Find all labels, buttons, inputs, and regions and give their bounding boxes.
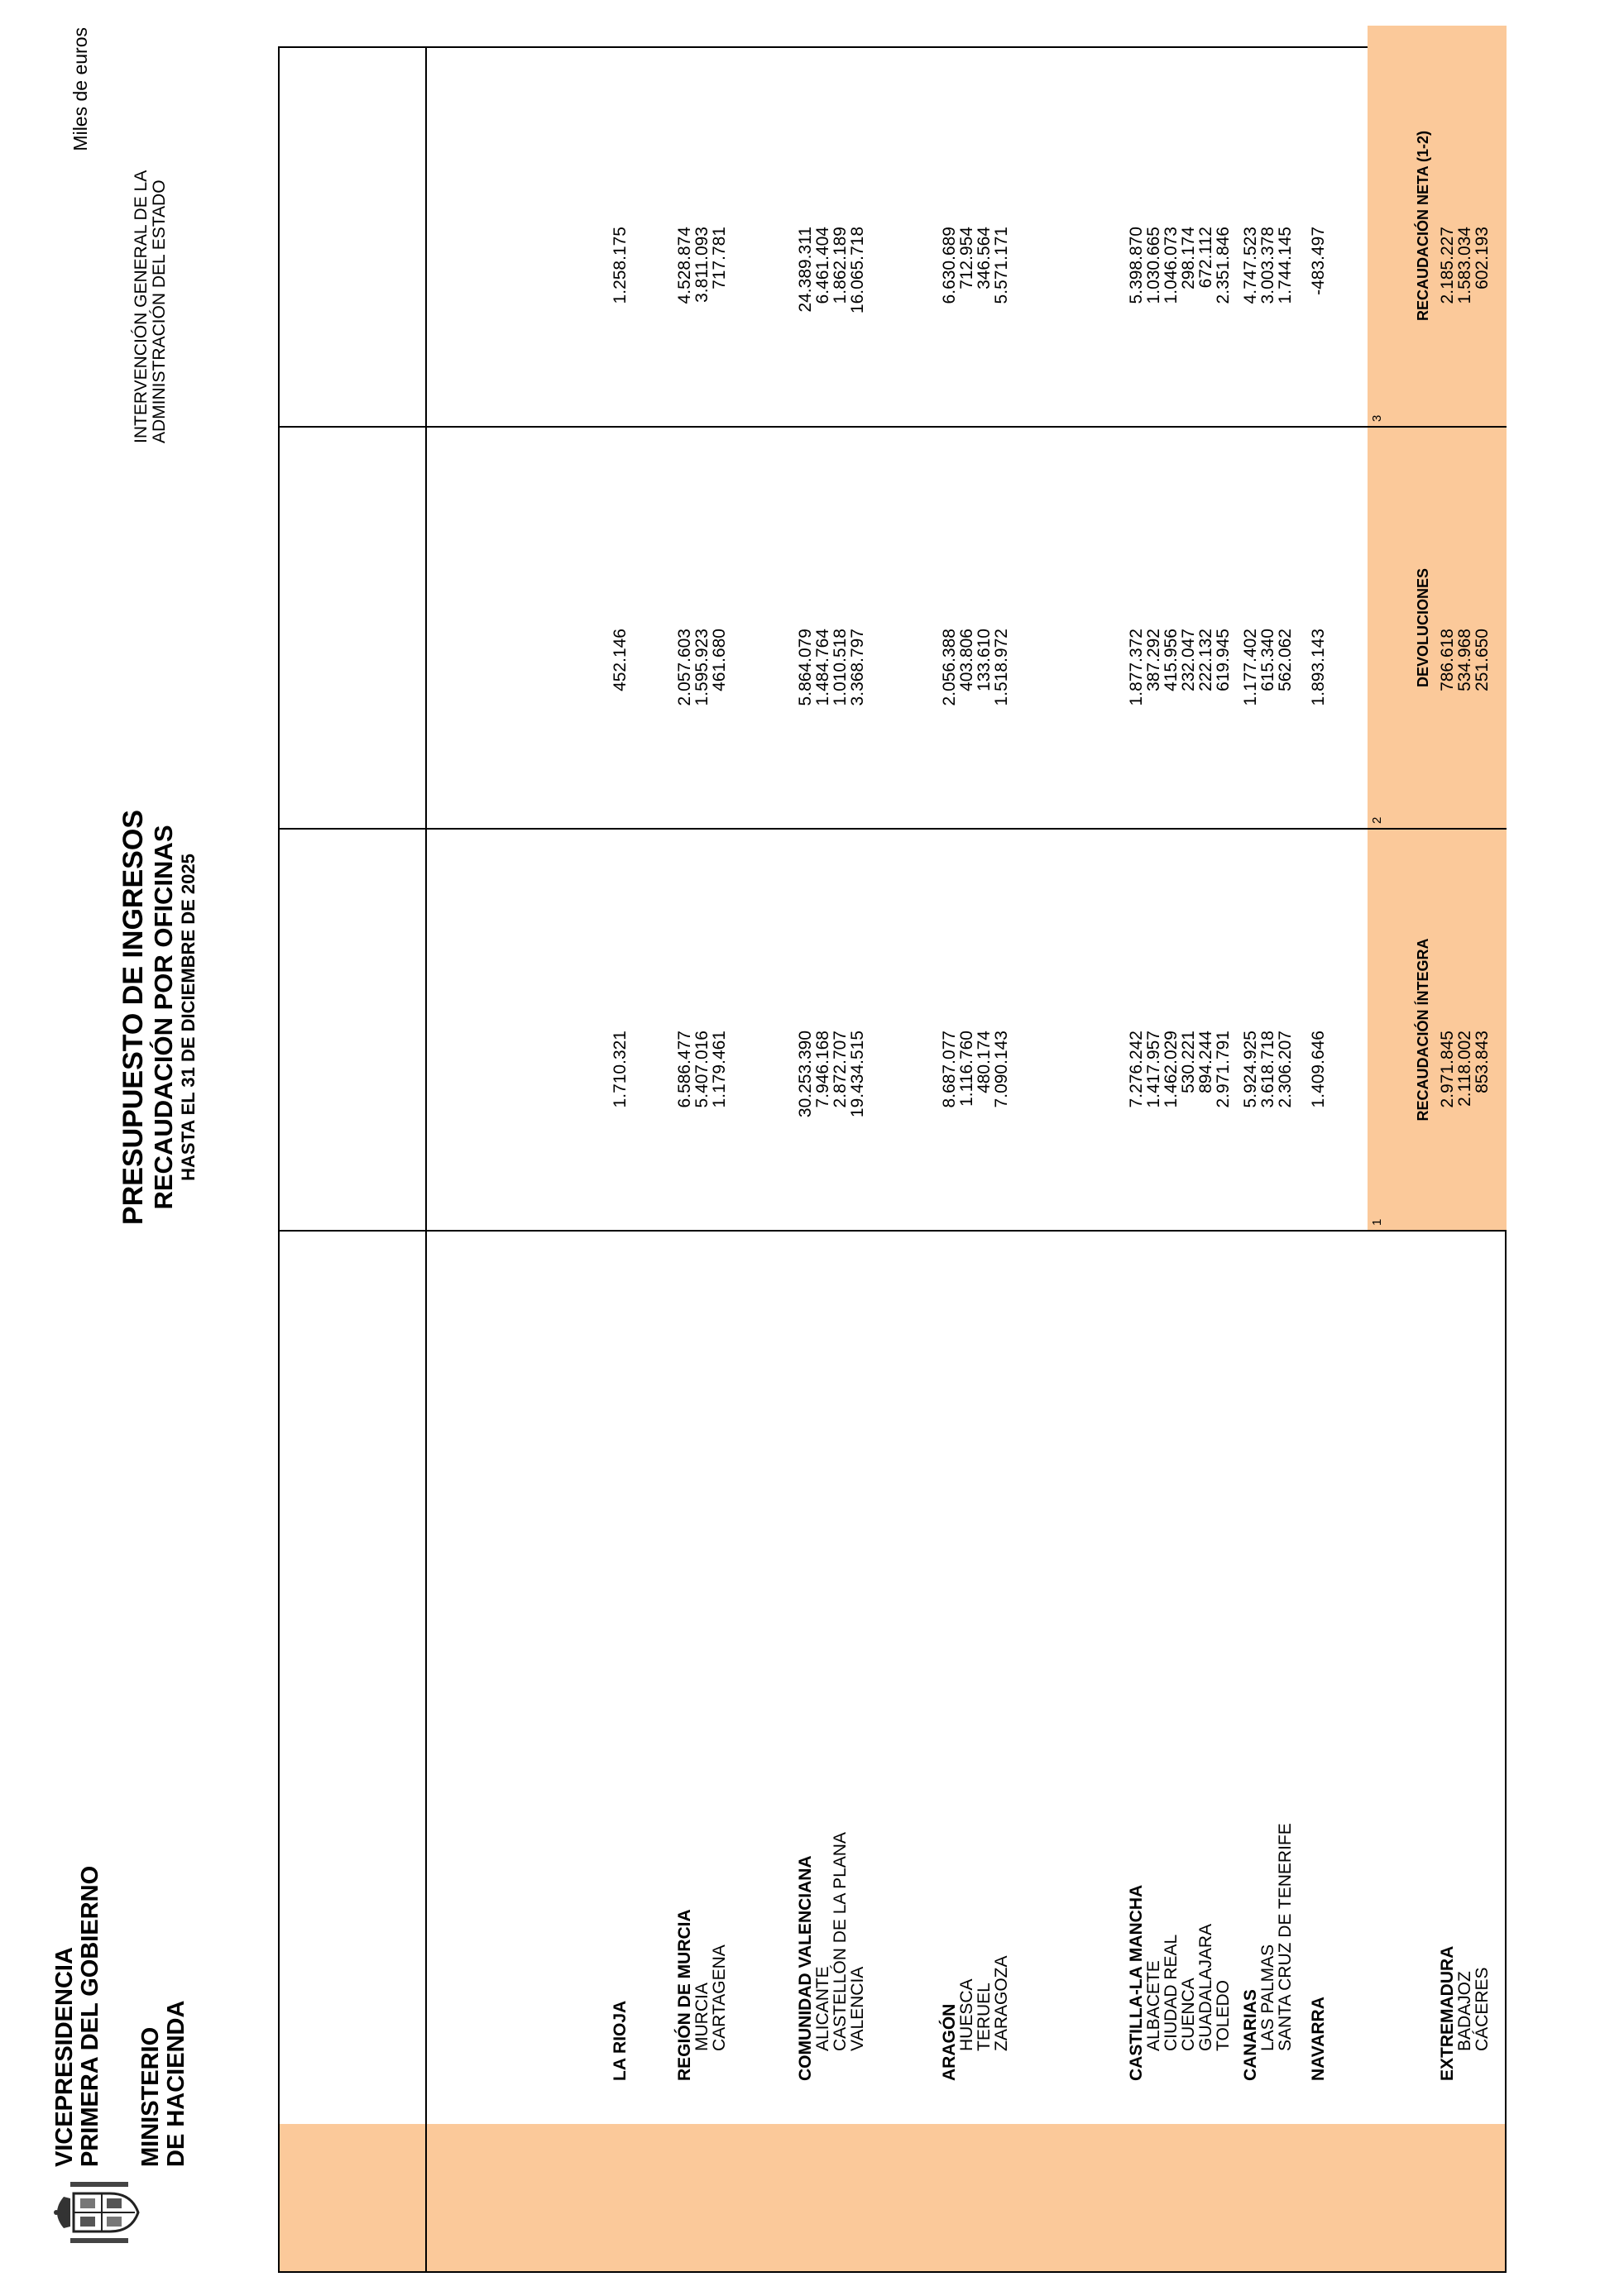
cell-v3: 16.065.718 (848, 227, 867, 314)
cell-v1: 1.179.461 (710, 1031, 729, 1108)
col-header-neta: RECAUDACIÓN NETA (1-2) (1415, 131, 1431, 322)
cell-v1: 30.253.390 (796, 1031, 815, 1118)
ministry-line-1: MINISTERIO (137, 2026, 164, 2167)
cell-v1: 7.090.143 (992, 1031, 1011, 1108)
region-label: CASTILLA-LA MANCHA (1127, 1884, 1146, 2081)
cell-v2: 403.806 (957, 629, 976, 691)
cell-v2: 1.518.972 (992, 629, 1011, 706)
cell-v2: 2.057.603 (675, 629, 694, 706)
cell-v3: 3.003.378 (1258, 227, 1277, 304)
cell-v1: 8.687.077 (940, 1031, 959, 1108)
cell-v1: 1.417.957 (1144, 1031, 1163, 1108)
igae-line-1: INTERVENCIÓN GENERAL DE LA (132, 170, 151, 443)
cell-v1: 1.462.029 (1162, 1031, 1181, 1108)
column-divider (280, 1230, 1505, 1232)
office-label: HUESCA (957, 1978, 976, 2051)
cell-v1: 6.586.477 (675, 1031, 694, 1108)
report-title (117, 686, 199, 1348)
cell-v2: 222.132 (1196, 629, 1215, 691)
office-label: VALENCIA (848, 1966, 867, 2051)
cell-v2: 534.968 (1455, 629, 1474, 691)
cell-v3: 1.030.665 (1144, 227, 1163, 304)
cell-v2: 1.177.402 (1241, 629, 1260, 706)
cell-v2: 786.618 (1438, 629, 1457, 691)
igae-label (132, 170, 169, 443)
office-label: ALICANTE (813, 1966, 832, 2051)
office-label: BADAJOZ (1455, 1971, 1474, 2051)
cell-v3: 5.398.870 (1127, 227, 1146, 304)
cell-v2: 387.292 (1144, 629, 1163, 691)
col-header-devoluciones: DEVOLUCIONES (1415, 567, 1431, 688)
office-label: TOLEDO (1214, 1980, 1233, 2051)
cell-v3: -483.497 (1309, 227, 1328, 295)
cell-v3: 4.747.523 (1241, 227, 1260, 304)
office-label: LAS PALMAS (1258, 1944, 1277, 2051)
cell-v2: 3.368.797 (848, 629, 867, 706)
office-label: CÁCERES (1473, 1967, 1492, 2051)
col-number-1: 1 (1370, 1218, 1384, 1226)
cell-v3: 6.461.404 (813, 227, 832, 304)
cell-v1: 2.872.707 (831, 1031, 850, 1108)
header-divider (425, 48, 427, 2271)
region-label: ARAGÓN (940, 2003, 959, 2081)
cell-v1: 480.174 (975, 1031, 994, 1093)
cell-v2: 5.864.079 (796, 629, 815, 706)
cell-v3: 2.185.227 (1438, 227, 1457, 304)
region-label: REGIÓN DE MURCIA (675, 1909, 694, 2081)
cell-v3: 1.744.145 (1276, 227, 1295, 304)
units-label: Miles de euros (69, 27, 91, 151)
cell-v2: 1.010.518 (831, 629, 850, 706)
cell-v3: 1.046.073 (1162, 227, 1181, 304)
office-label: CIUDAD REAL (1162, 1934, 1181, 2051)
cell-v3: 298.174 (1179, 227, 1198, 289)
cell-v1: 7.276.242 (1127, 1031, 1146, 1108)
cell-v3: 672.112 (1196, 227, 1215, 289)
cell-v1: 530.221 (1179, 1031, 1198, 1093)
cell-v1: 5.407.016 (692, 1031, 711, 1108)
coat-of-arms-icon (52, 2180, 143, 2245)
cell-v3: 24.389.311 (796, 227, 815, 313)
cell-v3: 5.571.171 (992, 227, 1011, 304)
region-label: EXTREMADURA (1438, 1945, 1457, 2081)
col-number-2: 2 (1370, 816, 1384, 824)
ministry-name (138, 2001, 189, 2167)
org-line-1: VICEPRESIDENCIA (51, 1947, 78, 2167)
cell-v2: 461.680 (710, 629, 729, 691)
cell-v2: 1.595.923 (692, 629, 711, 706)
ministry-line-2: DE HACIENDA (163, 2000, 189, 2167)
data-table (278, 46, 1507, 2273)
office-label: CASTELLÓN DE LA PLANA (831, 1832, 850, 2051)
cell-v2: 232.047 (1179, 629, 1198, 691)
cell-v1: 7.946.168 (813, 1031, 832, 1108)
column-divider (280, 828, 1505, 830)
org-name (52, 1866, 103, 2167)
col-number-3: 3 (1370, 414, 1384, 422)
cell-v1: 2.971.791 (1214, 1031, 1233, 1108)
cell-v3: 1.583.034 (1455, 227, 1474, 304)
table-header-band (280, 2124, 1505, 2271)
cell-v2: 562.062 (1276, 629, 1295, 691)
region-label: CANARIAS (1241, 1989, 1260, 2081)
title-line-2: RECAUDACIÓN POR OFICINAS (149, 825, 178, 1210)
cell-v2: 415.956 (1162, 629, 1181, 691)
office-label: ZARAGOZA (992, 1955, 1011, 2051)
cell-v2: 615.340 (1258, 629, 1277, 691)
cell-v2: 2.056.388 (940, 629, 959, 706)
cell-v1: 2.971.845 (1438, 1031, 1457, 1108)
cell-v3: 1.862.189 (831, 227, 850, 304)
cell-v2: 619.945 (1214, 629, 1233, 691)
cell-v3: 4.528.874 (675, 227, 694, 304)
cell-v2: 452.146 (611, 629, 630, 691)
cell-v3: 712.954 (957, 227, 976, 289)
office-label: GUADALAJARA (1196, 1923, 1215, 2051)
cell-v1: 1.710.321 (611, 1031, 630, 1108)
region-label: NAVARRA (1309, 1997, 1328, 2081)
cell-v1: 1.409.646 (1309, 1031, 1328, 1108)
cell-v2: 1.877.372 (1127, 629, 1146, 706)
cell-v3: 717.781 (710, 227, 729, 289)
igae-line-2: ADMINISTRACIÓN DEL ESTADO (150, 179, 169, 443)
cell-v3: 346.564 (975, 227, 994, 289)
office-label: SANTA CRUZ DE TENERIFE (1276, 1823, 1295, 2051)
cell-v1: 894.244 (1196, 1031, 1215, 1093)
title-line-1: PRESUPUESTO DE INGRESOS (117, 810, 149, 1225)
title-line-3: HASTA EL 31 DE DICIEMBRE DE 2025 (178, 854, 199, 1181)
cell-v2: 1.893.143 (1309, 629, 1328, 706)
region-label: COMUNIDAD VALENCIANA (796, 1855, 815, 2081)
cell-v2: 251.650 (1473, 629, 1492, 691)
column-divider (280, 426, 1505, 428)
cell-v1: 5.924.925 (1241, 1031, 1260, 1108)
cell-v1: 2.306.207 (1276, 1031, 1295, 1108)
cell-v3: 6.630.689 (940, 227, 959, 304)
cell-v1: 853.843 (1473, 1031, 1492, 1093)
cell-v3: 602.193 (1473, 227, 1492, 289)
cell-v1: 3.618.718 (1258, 1031, 1277, 1108)
cell-v1: 1.116.760 (957, 1031, 976, 1107)
cell-v1: 19.434.515 (848, 1031, 867, 1118)
cell-v2: 133.610 (975, 629, 994, 691)
cell-v3: 3.811.093 (692, 227, 711, 303)
cell-v3: 1.258.175 (611, 227, 630, 304)
office-label: TERUEL (975, 1983, 994, 2051)
col-header-integra: RECAUDACIÓN ÍNTEGRA (1415, 938, 1431, 1122)
office-label: ALBACETE (1144, 1960, 1163, 2051)
cell-v3: 2.351.846 (1214, 227, 1233, 304)
cell-v2: 1.484.764 (813, 629, 832, 706)
office-label: CUENCA (1179, 1978, 1198, 2051)
office-label: CARTAGENA (710, 1944, 729, 2051)
cell-v1: 2.118.002 (1455, 1031, 1474, 1107)
org-line-2: PRIMERA DEL GOBIERNO (77, 1865, 103, 2167)
region-label: LA RIOJA (611, 2000, 630, 2081)
office-label: MURCIA (692, 1983, 711, 2051)
